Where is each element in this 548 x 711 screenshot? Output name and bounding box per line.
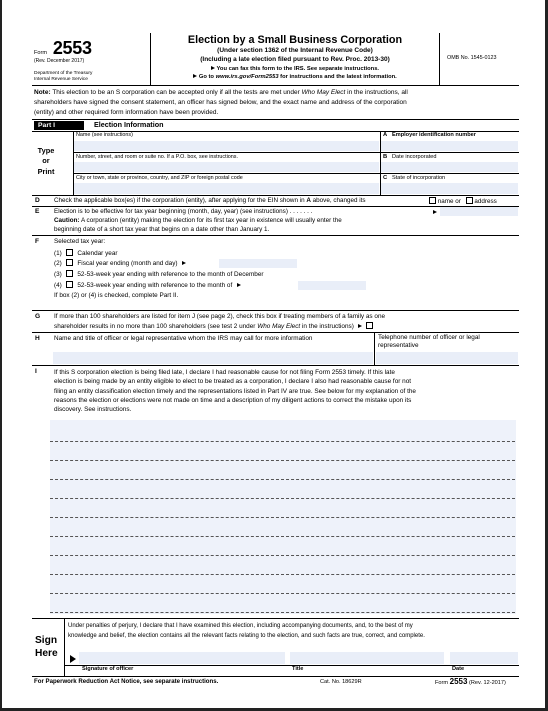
- header-divider-right: [439, 33, 440, 85]
- footer-form-id: [435, 677, 506, 687]
- explanation-bottom-rule: [32, 618, 519, 619]
- option-52-53-december: [54, 270, 264, 279]
- line-g-italic: Who May Elect: [257, 323, 301, 330]
- explanation-line: [50, 498, 515, 499]
- line-e-caution-2: beginning date of a short tax year that begins on a date other than January 1.: [54, 226, 270, 233]
- line-e-rule: [32, 235, 519, 236]
- part1-tag-text: Part I: [38, 122, 55, 129]
- phone-label: Telephone number of officer or legal representative: [378, 334, 480, 349]
- explanation-line: [50, 536, 515, 537]
- city-label: City or town, state or province, country, and ZIP or foreign postal code: [76, 175, 243, 181]
- form-revision: (Rev. December 2017): [34, 58, 85, 64]
- caution-text-1: A corporation (entity) making the election for its first tax year in existence will usually enter the: [80, 217, 342, 224]
- line-e-letter: E: [35, 208, 40, 215]
- option-52-53-month: [54, 281, 241, 290]
- option-fiscal-year: [54, 259, 186, 268]
- line-i-text-3: filing an entity classification election timely and the representations listed in Part IV are true. See below for my explanation of the: [54, 387, 416, 395]
- form-word: Form: [34, 50, 48, 56]
- line-g-text-2b: in the instructions): [301, 323, 354, 330]
- sign-divider: [64, 619, 65, 676]
- date-incorporated-label: Date incorporated: [392, 154, 437, 160]
- street-field[interactable]: [74, 162, 379, 172]
- omb-number: OMB No. 1545-0123: [447, 55, 497, 61]
- or-word: or: [42, 156, 50, 166]
- part1-box-bottom: [32, 195, 519, 196]
- explanation-line: [50, 441, 515, 442]
- date-label: Date: [452, 666, 465, 672]
- perjury-line-2: knowledge and belief, the election contains all the relevant facts relating to the election, and such facts are true, correct, and complete.: [68, 632, 425, 639]
- state-incorporation-letter: C: [383, 175, 388, 181]
- option-2-label: Fiscal year ending (month and day): [77, 260, 178, 267]
- note-line-3: (entity) and other required form information have been provided.: [34, 108, 219, 116]
- line-h-rule: [32, 365, 519, 366]
- line-e-text: Election is to be effective for tax year beginning (month, day, year) (see instructions) . . . . . . .: [54, 208, 313, 215]
- agency-name: Internal Revenue Service: [34, 77, 88, 82]
- part1-title: Election Information: [94, 120, 164, 129]
- fax-instruction: [152, 66, 438, 73]
- goto-instruction: [152, 74, 438, 81]
- line-i-paragraph: [54, 368, 520, 414]
- option-1-label: Calendar year: [77, 250, 118, 257]
- catalog-number: Cat. No. 18629R: [320, 679, 362, 685]
- form-title: Election by a Small Business Corporation: [187, 34, 403, 46]
- line-g-text-1: If more than 100 shareholders are listed for item J (see page 2), check this box if treating members of a family as one: [54, 313, 386, 320]
- option-2-number: (2): [54, 260, 62, 267]
- explanation-line: [50, 479, 515, 480]
- address-change-label: address: [474, 198, 497, 205]
- state-incorporation-label: State of incorporation: [392, 175, 446, 181]
- month-arrow-icon: [237, 283, 241, 287]
- 52-53-month-checkbox[interactable]: [66, 281, 73, 288]
- title-label: Title: [292, 666, 304, 672]
- type-word: Type: [37, 146, 55, 155]
- note-label: Note:: [34, 89, 51, 96]
- name-field[interactable]: [74, 141, 379, 151]
- date-incorporated-field[interactable]: [381, 162, 518, 172]
- calendar-year-checkbox[interactable]: [66, 249, 73, 256]
- footer-form-number: 2553: [449, 677, 468, 686]
- fax-text: You can fax this form to the IRS. See separate instructions.: [216, 66, 380, 72]
- line-d-ref: A: [306, 197, 311, 204]
- line-g-text-2a: shareholder results in no more than 100 shareholders (see test 2 under: [54, 323, 256, 330]
- print-word: Print: [37, 166, 55, 176]
- note-line-2: shareholders have signed the consent statement, an officer has signed below, and the exact name and address of the corporation: [34, 98, 407, 106]
- explanation-line: [50, 517, 515, 518]
- line-d-options: [429, 197, 497, 206]
- signature-label: Signature of officer: [82, 666, 134, 672]
- fiscal-year-field[interactable]: [219, 259, 297, 268]
- perjury-line-1: Under penalties of perjury, I declare that I have examined this election, including accompanying documents, and, to the best of my: [68, 623, 413, 629]
- explanation-line: [50, 574, 515, 575]
- line-f-rule: [32, 310, 519, 311]
- line-d-text: Check the applicable box(es) if the corporation (entity), after applying for the EIN shown in: [54, 197, 305, 204]
- line-i-letter: I: [35, 368, 37, 375]
- option-4-label: 52-53-week year ending with reference to the month of: [77, 282, 233, 289]
- type-or-print: [35, 146, 57, 177]
- line-g-arrow-icon: [358, 324, 362, 328]
- 52-53-december-checkbox[interactable]: [66, 270, 73, 277]
- arrow-icon: [211, 66, 215, 70]
- perjury-statement: [68, 622, 520, 641]
- form-number-block: [34, 38, 144, 60]
- name-label: Name (see instructions): [76, 132, 133, 138]
- line-h-letter: H: [35, 335, 40, 342]
- here-word: Here: [35, 648, 58, 659]
- name-change-checkbox[interactable]: [429, 197, 436, 204]
- sign-arrow-icon: [70, 655, 76, 663]
- note-text-2: in the instructions, all: [347, 89, 408, 96]
- option-4-number: (4): [54, 282, 62, 289]
- ein-letter: A: [383, 132, 388, 138]
- line-g-text-2: [54, 322, 373, 331]
- phone-divider: [374, 332, 375, 365]
- fiscal-year-checkbox[interactable]: [66, 259, 73, 266]
- note-italic: Who May Elect: [301, 89, 346, 96]
- paperwork-notice: For Paperwork Reduction Act Notice, see separate instructions.: [34, 678, 219, 685]
- part1-tag: [34, 121, 84, 130]
- note-line-1: [34, 88, 520, 98]
- phone-field[interactable]: [376, 352, 518, 364]
- line-i-text-2: election is being made by an entity eligible to elect to be treated as a corporation, I declare I also had reasonable cause for not: [54, 378, 412, 386]
- signature-field[interactable]: [79, 652, 285, 664]
- option-calendar-year: [54, 249, 118, 258]
- form-subtitle-2: (Including a late election filed pursuant to Rev. Proc. 2013-30): [200, 56, 390, 63]
- line-g-letter: G: [35, 313, 41, 320]
- sign-word: Sign: [35, 635, 58, 646]
- state-incorporation-field[interactable]: [381, 183, 518, 194]
- form-number: 2553: [52, 38, 92, 58]
- title-field[interactable]: [290, 652, 444, 664]
- header-divider-left: [150, 33, 151, 85]
- date-incorporated-letter: B: [383, 154, 388, 160]
- line-d-text-2: above, changed its: [312, 197, 366, 204]
- line-d-letter: D: [35, 197, 40, 204]
- line-e-arrow-icon: [433, 210, 437, 214]
- note-text-1: This election to be an S corporation can be accepted only if all the tests are met under: [52, 89, 300, 96]
- option-3-label: 52-53-week year ending with reference to the month of December: [77, 271, 264, 278]
- fiscal-arrow-icon: [182, 261, 186, 265]
- explanation-line: [50, 593, 515, 594]
- explanation-line: [50, 612, 515, 613]
- department-name: Department of the Treasury: [34, 71, 93, 76]
- line-g-rule: [32, 332, 519, 333]
- footer-form-word: Form: [435, 680, 449, 686]
- line-f-letter: F: [35, 238, 40, 245]
- officer-name-field[interactable]: [53, 352, 373, 364]
- line-h-text: Name and title of officer or legal representative whom the IRS may call for more information: [54, 335, 313, 342]
- line-f-note: If box (2) or (4) is checked, complete Part II.: [54, 292, 179, 299]
- name-change-label: name or: [437, 198, 461, 205]
- arrow-icon: [193, 74, 197, 78]
- sign-here-label: [35, 634, 58, 660]
- line-i-text-5: discovery. See instructions.: [54, 406, 132, 414]
- explanation-line: [50, 460, 515, 461]
- form-subtitle-1: (Under section 1362 of the Internal Revenue Code): [217, 47, 373, 54]
- city-field[interactable]: [74, 183, 379, 194]
- line-d: [54, 197, 366, 205]
- option-1-number: (1): [54, 250, 62, 257]
- family-shareholder-checkbox[interactable]: [366, 322, 373, 329]
- option-3-number: (3): [54, 271, 62, 278]
- line-i-text-4: reasons the election or elections were not made on time and a description of my diligent actions to correct the mistake upon its: [54, 396, 412, 404]
- effective-date-field[interactable]: [440, 207, 518, 216]
- name-row-rule: [73, 152, 519, 153]
- ein-label: Employer identification number: [392, 132, 476, 138]
- goto-suffix: for instructions and the latest information.: [280, 74, 397, 80]
- goto-prefix: Go to: [198, 74, 214, 80]
- address-change-checkbox[interactable]: [466, 197, 473, 204]
- street-row-rule: [73, 173, 519, 174]
- line-i-text-1: If this S corporation election is being filed late, I declare I had reasonable cause for not filing Form 2553 timely. If this late: [54, 369, 395, 376]
- caution-label: Caution:: [54, 217, 80, 224]
- line-e-caution-1: [54, 217, 342, 225]
- 52-53-month-field[interactable]: [298, 281, 366, 290]
- street-label: Number, street, and room or suite no. If a P.O. box, see instructions.: [76, 154, 238, 160]
- explanation-line: [50, 555, 515, 556]
- line-f-title: Selected tax year:: [54, 238, 106, 245]
- irs-link[interactable]: www.irs.gov/Form2553: [215, 74, 279, 80]
- ein-field[interactable]: [381, 141, 518, 151]
- header-rule: [32, 85, 519, 86]
- note-paragraph: [34, 88, 520, 117]
- footer-rev: (Rev. 12-2017): [468, 680, 506, 686]
- date-field[interactable]: [450, 652, 518, 664]
